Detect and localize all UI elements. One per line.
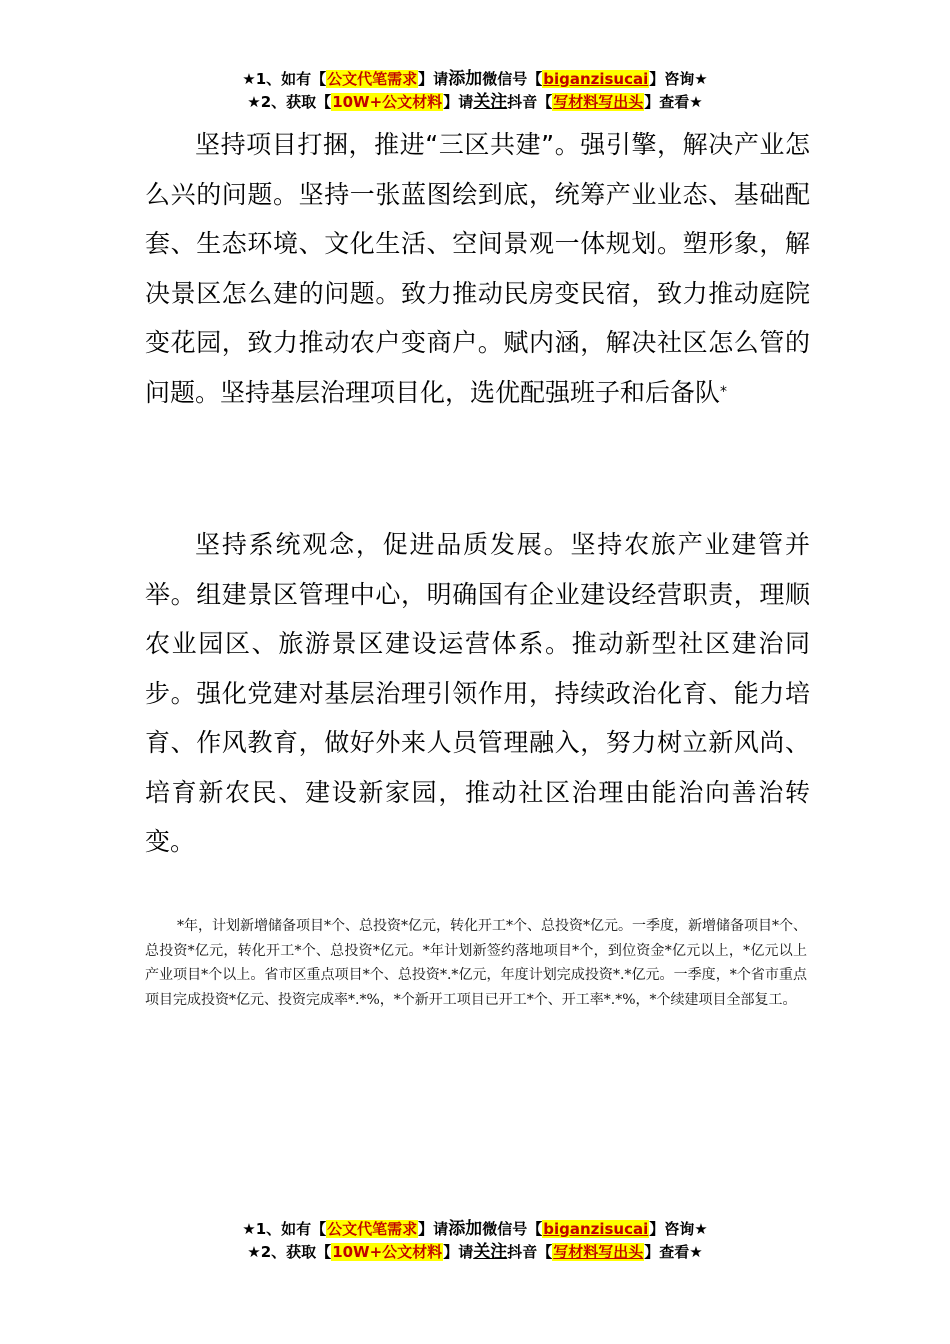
promo-line-2 (0, 91, 950, 114)
promo-highlight: 公文代笔需求 (327, 70, 418, 88)
promo-text: 微信号【 (482, 70, 543, 88)
body-paragraph-2 (145, 520, 810, 867)
promo-emphasis: 添加 (448, 69, 483, 89)
promo-wechat-id: biganzisucai (543, 70, 649, 88)
paragraph-text: 坚持项目打捆，推进“三区共建”。强引擎，解决产业怎么兴的问题。坚持一张蓝图绘到底，统筹产业业态、基础配套、生态环境、文化生活、空间景观一体规划。塑形象，解决景区怎么建的问题。致力推动民房变民宿，致力推动庭院变花园，致力推动农户变商户。赋内涵，解决社区怎么管的问题。坚持基层治理项目化，选优配强班子和后备队 (145, 130, 810, 407)
promo-line-1 (0, 68, 950, 91)
promo-line-1 (0, 1218, 950, 1241)
promo-text: 】请 (443, 1243, 474, 1261)
promo-line-2 (0, 1241, 950, 1264)
promo-text: ★2、获取【 (247, 1243, 332, 1261)
promo-text: 】请 (443, 93, 474, 111)
promo-text: ★2、获取【 (247, 93, 332, 111)
promo-wechat-id: biganzisucai (543, 1220, 649, 1238)
promo-douyin-id: 写材料写出头 (553, 1243, 644, 1261)
promo-text: 】咨询★ (649, 1220, 708, 1238)
promo-text: 】查看★ (644, 1243, 703, 1261)
promo-douyin-id: 写材料写出头 (553, 93, 644, 111)
promo-text: 抖音【 (507, 93, 553, 111)
promo-text: 】请 (418, 1220, 449, 1238)
promo-text: ★1、如有【 (242, 1220, 327, 1238)
promo-emphasis: 关注 (473, 1242, 508, 1262)
promo-text: 】咨询★ (649, 70, 708, 88)
promo-emphasis: 关注 (473, 92, 508, 112)
promo-highlight: 10W+公文材料 (332, 1243, 443, 1261)
header-promo-banner (0, 68, 950, 114)
promo-text: 】查看★ (644, 93, 703, 111)
promo-emphasis: 添加 (448, 1219, 483, 1239)
promo-text: 微信号【 (482, 1220, 543, 1238)
promo-text: 抖音【 (507, 1243, 553, 1261)
promo-highlight: 公文代笔需求 (327, 1220, 418, 1238)
paragraph-text: 坚持系统观念，促进品质发展。坚持农旅产业建管并举。组建景区管理中心，明确国有企业建设经营职责，理顺农业园区、旅游景区建设运营体系。推动新型社区建治同步。强化党建对基层治理引领作用，持续政治化育、能力培育、作风教育，做好外来人员管理融入，努力树立新风尚、培育新农民、建设新家园，推动社区治理由能治向善治转变。 (145, 530, 810, 856)
promo-highlight: 10W+公文材料 (332, 93, 443, 111)
promo-text: ★1、如有【 (242, 70, 327, 88)
footnote-text: *年，计划新增储备项目*个、总投资*亿元，转化开工*个、总投资*亿元。一季度，新增储备项目*个、总投资*亿元，转化开工*个、总投资*亿元。*年计划新签约落地项目*个，到位资金*亿元以上，*亿元以上产业项目*个以上。省市区重点项目*个、总投资*.*亿元，年度计划完成投资*.*亿元。一季度，*个省市重点项目完成投资*亿元、投资完成率*.*%，*个新开工项目已开工*个、开工率*.*%，*个续建项目全部复工。 (145, 918, 807, 1008)
body-paragraph-1 (145, 120, 810, 417)
footer-promo-banner (0, 1218, 950, 1264)
footnote-mark: * (720, 383, 728, 400)
promo-text: 】请 (418, 70, 449, 88)
